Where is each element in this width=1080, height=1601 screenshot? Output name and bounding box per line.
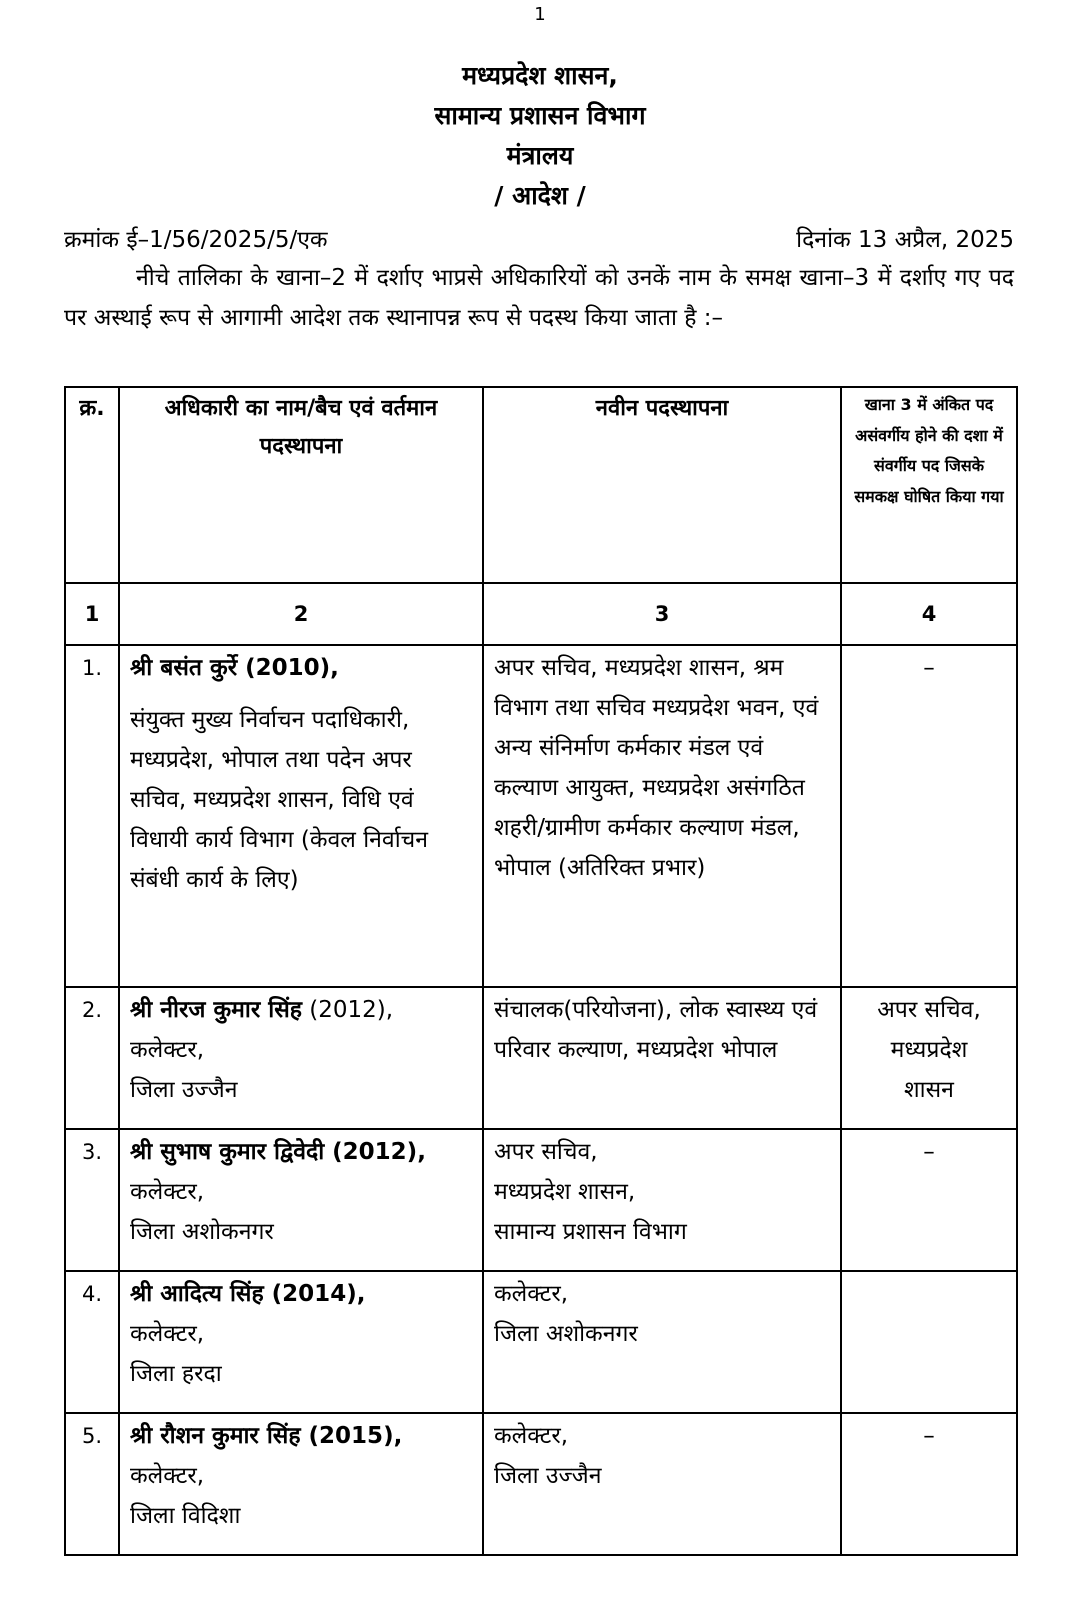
- table-header-row: [65, 387, 1017, 583]
- new-posting: कलेक्टर, जिला उज्जैन: [483, 1413, 841, 1555]
- header-department: सामान्य प्रशासन विभाग: [434, 101, 646, 130]
- page-number: 1: [534, 4, 546, 25]
- column-number: 3: [483, 583, 841, 645]
- header-new-posting: नवीन पदस्थापना: [483, 387, 841, 583]
- table-row: [65, 645, 1017, 987]
- equivalent-post: [841, 1271, 1017, 1413]
- equivalent-post: अपर सचिव, मध्यप्रदेश शासन: [841, 987, 1017, 1129]
- officer-name: श्री बसंत कुर्रे (2010),: [130, 655, 339, 681]
- column-number: 1: [65, 583, 119, 645]
- officer-cell: [119, 987, 483, 1129]
- new-posting: संचालक(परियोजना), लोक स्वास्थ्य एवं परिवार कल्याण, मध्यप्रदेश भोपाल: [483, 987, 841, 1129]
- posting-table: [64, 386, 1018, 1556]
- current-posting: कलेक्टर, जिला उज्जैन: [130, 1037, 238, 1103]
- table-row: [65, 1271, 1017, 1413]
- order-ref: क्रमांक ई–1/56/2025/5/एक: [64, 227, 328, 253]
- table-row: [65, 1413, 1017, 1555]
- table-row: [65, 987, 1017, 1129]
- officer-name: श्री नीरज कुमार सिंह: [130, 997, 302, 1023]
- new-posting: अपर सचिव, मध्यप्रदेश शासन, सामान्य प्रशासन विभाग: [483, 1129, 841, 1271]
- officer-name: श्री सुभाष कुमार द्विवेदी (2012),: [130, 1139, 426, 1165]
- officer-cell: [119, 1129, 483, 1271]
- new-posting: कलेक्टर, जिला अशोकनगर: [483, 1271, 841, 1413]
- row-sn: 3.: [65, 1129, 119, 1271]
- current-posting: कलेक्टर, जिला विदिशा: [130, 1463, 241, 1529]
- officer-name: श्री रौशन कुमार सिंह (2015),: [130, 1423, 403, 1449]
- row-sn: 4.: [65, 1271, 119, 1413]
- table-row: [65, 1129, 1017, 1271]
- current-posting: कलेक्टर, जिला अशोकनगर: [130, 1179, 274, 1245]
- row-sn: 1.: [65, 645, 119, 987]
- officer-batch: (2012),: [301, 997, 394, 1023]
- officer-name: श्री आदित्य सिंह (2014),: [130, 1281, 366, 1307]
- officer-cell: [119, 645, 483, 987]
- equivalent-post: –: [841, 645, 1017, 987]
- header-officer: अधिकारी का नाम/बैच एवं वर्तमान पदस्थापना: [119, 387, 483, 583]
- column-number: 4: [841, 583, 1017, 645]
- header-equivalent: खाना 3 में अंकित पद असंवर्गीय होने की दशा में संवर्गीय पद जिसके समकक्ष घोषित किया गया: [841, 387, 1017, 583]
- equivalent-post: –: [841, 1413, 1017, 1555]
- officer-cell: [119, 1271, 483, 1413]
- header-state: मध्यप्रदेश शासन,: [462, 61, 618, 90]
- row-sn: 5.: [65, 1413, 119, 1555]
- column-number: 2: [119, 583, 483, 645]
- order-date: दिनांक 13 अप्रैल, 2025: [796, 227, 1014, 253]
- intro-paragraph: [64, 258, 1014, 338]
- officer-cell: [119, 1413, 483, 1555]
- current-posting: कलेक्टर, जिला हरदा: [130, 1321, 222, 1387]
- header-order: / आदेश /: [494, 181, 586, 210]
- header-sn: क्र.: [65, 387, 119, 583]
- column-number-row: [65, 583, 1017, 645]
- header-ministry: मंत्रालय: [506, 141, 574, 170]
- new-posting: अपर सचिव, मध्यप्रदेश शासन, श्रम विभाग तथा सचिव मध्यप्रदेश भवन, एवं अन्य संनिर्माण कर्मकार मंडल एवं कल्याण आयुक्त, मध्यप्रदेश असंगठित शहरी/ग्रामीण कर्मकार कल्याण मंडल, भोपाल (अतिरिक्त प्रभार): [483, 645, 841, 987]
- equivalent-post: –: [841, 1129, 1017, 1271]
- row-sn: 2.: [65, 987, 119, 1129]
- intro-text: नीचे तालिका के खाना–2 में दर्शाए भाप्रसे अधिकारियों को उनकें नाम के समक्ष खाना–3 में दर्शाए गए पद पर अस्थाई रूप से आगामी आदेश तक स्थानापन्न रूप से पदस्थ किया जाता है :–: [64, 265, 1014, 331]
- current-posting: संयुक्त मुख्य निर्वाचन पदाधिकारी, मध्यप्रदेश, भोपाल तथा पदेन अपर सचिव, मध्यप्रदेश शासन, विधि एवं विधायी कार्य विभाग (केवल निर्वाचन संबंधी कार्य के लिए): [130, 707, 429, 893]
